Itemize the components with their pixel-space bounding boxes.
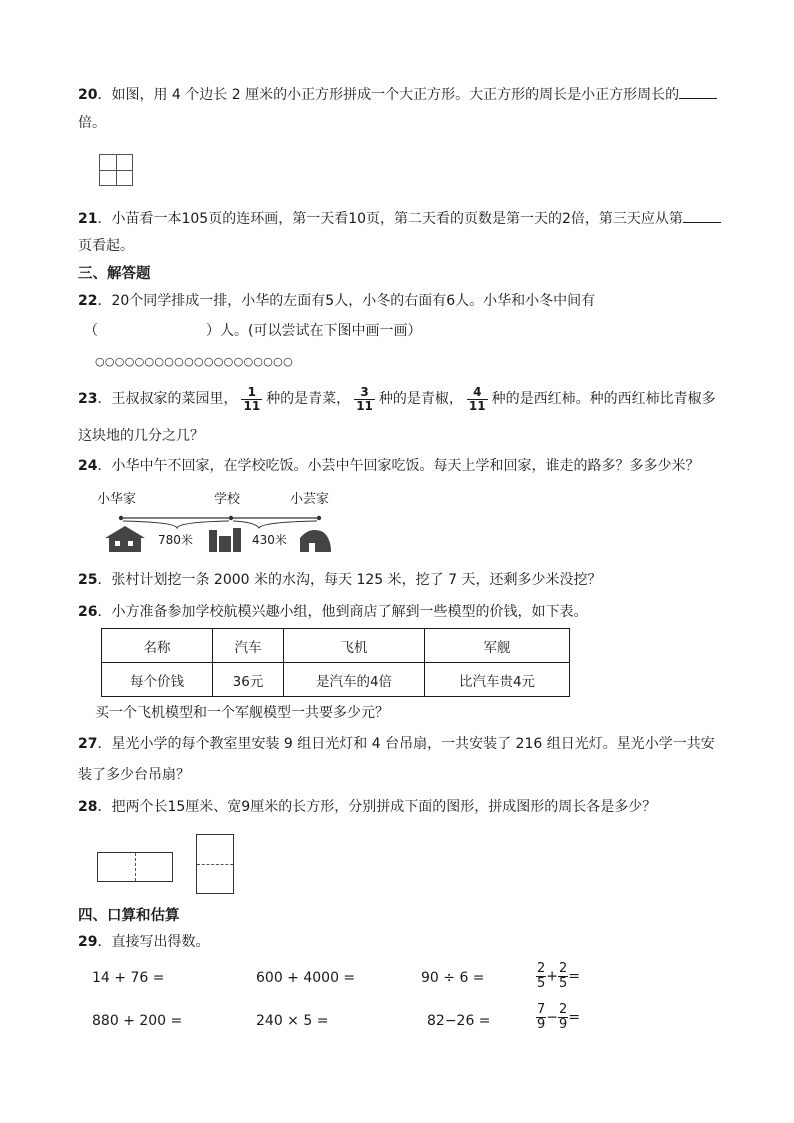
q27-text: ．星光小学的每个教室里安装 9 组日光灯和 4 台吊扇，一共安装了 216 组日光灯。星光小学一共安 xyxy=(97,736,715,752)
house-icon-right xyxy=(300,530,331,552)
q28-number: 28 xyxy=(78,799,98,815)
q22-line2 xyxy=(84,322,421,340)
school-icon xyxy=(209,528,241,552)
horizontal-rectangles-figure xyxy=(97,852,173,882)
point-home2 xyxy=(317,516,321,520)
q25-text: ．张村计划挖一条 2000 米的水沟，每天 125 米，挖了 7 天，还剩多少米没挖？ xyxy=(97,572,602,588)
q26-question: 买一个飞机模型和一个军舰模型一共要多少元？ xyxy=(95,705,389,721)
q20-number: 20 xyxy=(78,87,98,103)
q22-circles-row: ○○○○○○○○○○○○○○○○○○○○ xyxy=(95,355,293,368)
table-cell: 飞机 xyxy=(284,629,425,663)
price-table xyxy=(101,628,570,697)
label-xiaoyun-home: 小芸家 xyxy=(290,492,330,507)
q23-line2: 这块地的几分之几？ xyxy=(78,428,204,444)
q20-line2: 倍。 xyxy=(78,115,106,131)
q29-text: ．直接写出得数。 xyxy=(97,934,210,950)
q25-number: 25 xyxy=(78,572,98,588)
section-4-heading: 四、口算和估算 xyxy=(78,908,180,924)
fraction-1-11: $\frac{1}{11}$ xyxy=(243,384,261,413)
calc-5: 880 + 200 = xyxy=(92,1013,183,1029)
q25-line xyxy=(78,571,601,589)
q23-number: 23 xyxy=(78,391,98,407)
q20-text: ．如图，用 4 个边长 2 厘米的小正方形拼成一个大正方形。大正方形的周长是小正方形周长的 xyxy=(97,87,680,103)
q28-line xyxy=(78,798,656,816)
distance-430: 430米 xyxy=(252,533,287,547)
calc-1: 14 + 76 = xyxy=(92,970,165,986)
label-school: 学校 xyxy=(214,492,241,507)
q26-line xyxy=(78,603,587,621)
fraction-3-11: $\frac{3}{11}$ xyxy=(356,384,373,413)
q23-line1 xyxy=(78,385,716,413)
table-cell: 每个价钱 xyxy=(102,663,213,697)
q24-line xyxy=(78,457,699,475)
q29-number: 29 xyxy=(78,934,98,950)
q27-line1 xyxy=(78,735,715,753)
table-cell: 名称 xyxy=(102,629,213,663)
label-xiaohua-home: 小华家 xyxy=(97,492,137,507)
section-3-heading: 三、解答题 xyxy=(78,266,151,282)
table-header-row xyxy=(102,629,570,663)
table-row xyxy=(102,663,570,697)
q26-text: ．小方准备参加学校航模兴趣小组，他到商店了解到一些模型的价钱，如下表。 xyxy=(97,604,588,620)
calc-2: 600 + 4000 = xyxy=(256,970,356,986)
q28-text: ．把两个长15厘米、宽9厘米的长方形，分别拼成下面的图形，拼成图形的周长各是多少？ xyxy=(97,799,657,815)
table-cell: 比汽车贵4元 xyxy=(425,663,570,697)
fraction-4-11: $\frac{4}{11}$ xyxy=(468,384,486,413)
calc-4-fraction: $\frac{2}{5}$ + $\frac{2}{5}$ = xyxy=(537,961,581,991)
q24-number: 24 xyxy=(78,458,98,474)
q22-paren-open: （ xyxy=(84,323,98,339)
q27-line2: 装了多少台吊扇？ xyxy=(78,767,190,783)
q23-text-a: ．王叔叔家的菜园里， xyxy=(97,391,238,407)
vertical-rectangles-figure xyxy=(196,834,234,894)
four-squares-figure xyxy=(99,154,133,186)
table-cell: 军舰 xyxy=(425,629,570,663)
route-diagram xyxy=(95,488,345,556)
calc-6: 240 × 5 = xyxy=(256,1013,329,1029)
q22-text: ．20个同学排成一排，小华的左面有5人，小冬的右面有6人。小华和小冬中间有 xyxy=(97,293,596,309)
q27-number: 27 xyxy=(78,736,98,752)
q21-line2: 页看起。 xyxy=(78,238,134,254)
brace-430 xyxy=(233,521,317,528)
q23-text-c: 种的是青椒， xyxy=(378,391,463,407)
q21-text: ．小苗看一本105页的连环画，第一天看10页，第二天看的页数是第一天的2倍，第三天应从第 xyxy=(97,211,683,227)
house-icon-left xyxy=(105,526,145,552)
q29-line xyxy=(78,933,209,951)
q22-line1 xyxy=(78,292,595,310)
q23-text-b: 种的是青菜， xyxy=(266,391,351,407)
table-cell: 36元 xyxy=(213,663,284,697)
q20-answer-blank[interactable] xyxy=(679,84,717,99)
q21-line1 xyxy=(78,208,721,228)
point-home1 xyxy=(119,516,123,520)
calc-7: 82−26 = xyxy=(427,1013,491,1029)
calc-8-fraction: $\frac{7}{9}$ − $\frac{2}{9}$ = xyxy=(537,1002,581,1032)
calc-3: 90 ÷ 6 = xyxy=(421,970,485,986)
q21-number: 21 xyxy=(78,211,98,227)
table-cell: 汽车 xyxy=(213,629,284,663)
q22-number: 22 xyxy=(78,293,98,309)
q23-text-d: 种的是西红柿。种的西红柿比青椒多 xyxy=(491,391,716,407)
point-school xyxy=(229,516,233,520)
q21-answer-blank[interactable] xyxy=(683,208,721,223)
q24-text: ．小华中午不回家，在学校吃饭。小芸中午回家吃饭。每天上学和回家，谁走的路多？多多少米？ xyxy=(97,458,700,474)
distance-780: 780米 xyxy=(158,533,193,547)
table-cell: 是汽车的4倍 xyxy=(284,663,425,697)
q26-number: 26 xyxy=(78,604,98,620)
brace-780 xyxy=(123,521,229,528)
q20-line1 xyxy=(78,84,717,104)
q22-paren-rest: ）人。(可以尝试在下图中画一画） xyxy=(206,323,422,339)
